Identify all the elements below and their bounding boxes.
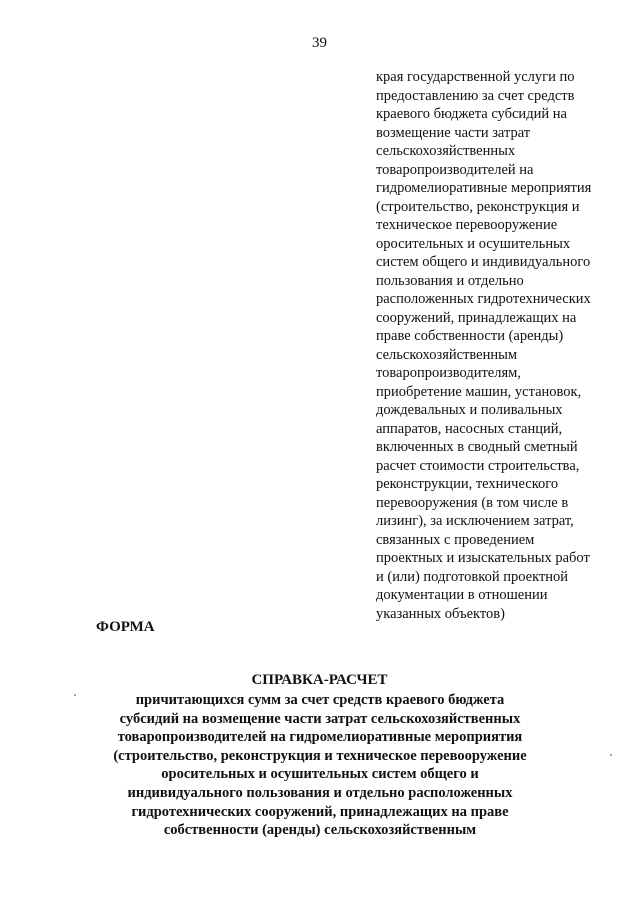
annex-caption-line: товаропроизводителей на	[376, 161, 534, 178]
document-subtitle-line: индивидуального пользования и отдельно расположенных	[127, 784, 513, 801]
annex-caption-line: и (или) подготовкой проектной	[376, 568, 569, 585]
annex-caption-line: (строительство, реконструкция и	[376, 198, 580, 215]
document-subtitle-line: (строительство, реконструкция и техническое перевооружение	[113, 747, 527, 764]
annex-caption-line: техническое перевооружение	[376, 217, 558, 233]
annex-caption-line: пользования и отдельно	[376, 272, 524, 289]
document-subtitle	[100, 691, 540, 840]
annex-caption-line: приобретение машин, установок,	[376, 383, 582, 400]
annex-caption-line: указанных объектов)	[376, 605, 505, 622]
annex-caption-line: лизинг), за исключением затрат,	[376, 513, 574, 529]
annex-caption-line: аппаратов, насосных станций,	[376, 420, 563, 437]
annex-caption-line: расположенных гидротехнических	[376, 291, 591, 307]
annex-caption	[376, 68, 608, 623]
annex-caption-line: включенных в сводный сметный	[376, 439, 578, 455]
page-number: 39	[312, 35, 327, 51]
annex-caption-line: расчет стоимости строительства,	[376, 457, 580, 474]
annex-caption-line: связанных с проведением	[376, 531, 535, 548]
annex-caption-line: документации в отношении	[376, 587, 548, 603]
annex-caption-line: сооружений, принадлежащих на	[376, 309, 577, 326]
annex-caption-line: проектных и изыскательных работ	[376, 550, 590, 566]
annex-caption-line: товаропроизводителям,	[376, 365, 521, 381]
form-label: ФОРМА	[96, 619, 155, 635]
annex-caption-line: возмещение части затрат	[376, 124, 531, 141]
document-subtitle-line: собственности (аренды) сельскохозяйственным	[163, 822, 477, 839]
annex-caption-line: предоставлению за счет средств	[376, 87, 575, 104]
document-subtitle-line: субсидий на возмещение части затрат сельскохозяйственных	[119, 710, 521, 727]
annex-caption-line: праве собственности (аренды)	[376, 328, 564, 344]
annex-caption-line: края государственной услуги по	[376, 69, 575, 85]
annex-caption-line: перевооружения (в том числе в	[376, 494, 569, 511]
document-subtitle-line: оросительных и осушительных систем общего и	[161, 766, 479, 783]
annex-caption-line: реконструкции, технического	[376, 476, 559, 492]
document-title: СПРАВКА-РАСЧЕТ	[251, 672, 388, 688]
annex-caption-line: сельскохозяйственных	[376, 143, 516, 159]
annex-caption-line: дождевальных и поливальных	[376, 402, 563, 418]
document-subtitle-line: товаропроизводителей на гидромелиоративные мероприятия	[117, 729, 523, 746]
annex-caption-line: систем общего и индивидуального	[376, 254, 591, 270]
scan-speck	[74, 694, 76, 696]
scan-speck	[610, 754, 612, 756]
annex-caption-line: краевого бюджета субсидий на	[376, 106, 567, 122]
annex-caption-line: сельскохозяйственным	[376, 346, 518, 363]
annex-caption-line: гидромелиоративные мероприятия	[376, 180, 592, 196]
annex-caption-line: оросительных и осушительных	[376, 235, 571, 252]
document-subtitle-line: гидротехнических сооружений, принадлежащих на праве	[131, 803, 509, 820]
document-subtitle-line: причитающихся сумм за счет средств краевого бюджета	[135, 692, 505, 708]
